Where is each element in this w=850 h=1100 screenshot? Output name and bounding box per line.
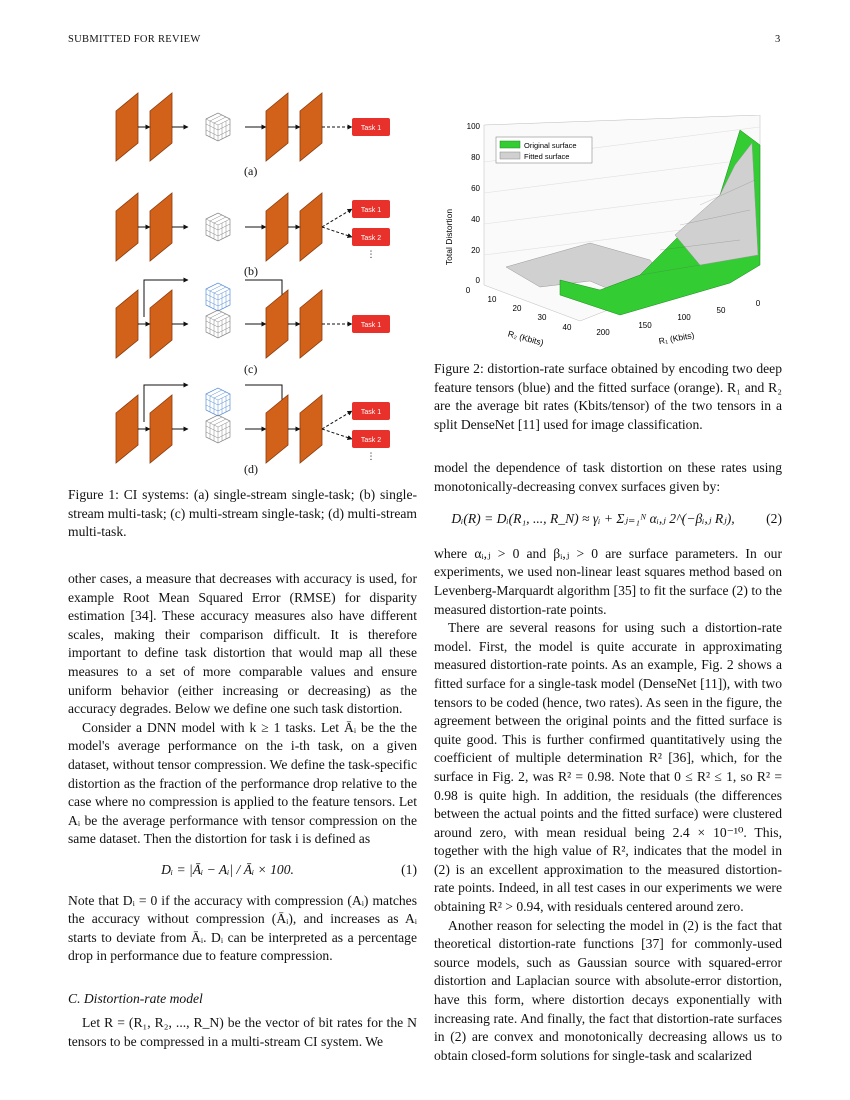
r2-tick: 30 — [537, 313, 547, 322]
right-column — [434, 459, 782, 1065]
paragraph: where αᵢ,ⱼ > 0 and βᵢ,ⱼ > 0 are surface parameters. In our experiments, we used non-linear least squares method based on Levenberg-Marquardt algorithm [35] to fit the surface (2) to the measured distortion-rate points. — [434, 545, 782, 617]
z-tick: 100 — [466, 122, 480, 131]
panel-label-c: (c) — [244, 362, 258, 376]
equation-2 — [434, 510, 782, 529]
task-label: Task 1 — [360, 207, 382, 214]
task-label: Task 1 — [360, 409, 382, 416]
r2-tick: 10 — [487, 295, 497, 304]
z-tick: 20 — [471, 246, 480, 255]
r2-axis-label: R₂ (Kbits) — [506, 328, 545, 348]
r1-tick: 200 — [596, 328, 610, 337]
task-label: Task 1 — [360, 322, 382, 329]
panel-label-a: (a) — [244, 164, 258, 178]
r2-tick: 40 — [562, 323, 572, 332]
equation-2-body: Dᵢ(R) = Dᵢ(R₁, ..., R_N) ≈ γᵢ + Σⱼ₌₁ᴺ αᵢ,ⱼ 2^(−βᵢ,ⱼ Rⱼ), — [451, 511, 735, 527]
paragraph: Note that Dᵢ = 0 if the accuracy with compression (Aᵢ) matches the accuracy without compression (Āᵢ), and increases as Aᵢ starts to deviate from Āᵢ. Dᵢ can be interpreted as a percentage drop in performance due to feature compression. — [68, 892, 417, 964]
equation-1-body: Dᵢ = |Āᵢ − Aᵢ| / Āᵢ × 100. — [161, 861, 294, 877]
paragraph: There are several reasons for using such a distortion-rate model. First, the model is quite accurate in approximating measured distortion-rate points. As an example, Fig. 2 shows a fitted surface for a single-task model (DenseNet [11]), with two tensors to be coded (hence, two rates). As seen in the figure, the agreement between the original points and the fitted surface is quite good. This is further confirmed quantitatively using the coefficient of multiple determination R² [36], which, for the surface in Fig. 2, was R² = 0.98. Note that 0 ≤ R² ≤ 1, so R² = 0.98 is quite high. In addition, the residuals (the differences between the actual points and the fitted surface) were clustered around zero, with mean residual being 2.4 × 10⁻¹⁰. This, together with the high value of R², indicates that the model in (2) is an excellent approximation to the measured distortion-rate points. Indeed, in all test cases in our experiments we were obtaining R² > 0.94, with residuals centered around zero. — [434, 620, 782, 915]
r2-tick: 20 — [512, 304, 522, 313]
subsection-heading: C. Distortion-rate model — [68, 990, 203, 1006]
page-number: 3 — [775, 34, 781, 45]
figure2-caption: Figure 2: distortion-rate surface obtained by encoding two deep feature tensors (blue) and the fitted surface (orange). R₁ and R₂ are the average bit rates (Kbits/tensor) of the two tensors in a split DenseNet [11] used for image classification. — [434, 361, 782, 432]
panel-label-d: (d) — [244, 462, 258, 476]
task-label: Task 2 — [360, 437, 382, 444]
r1-tick: 100 — [677, 313, 691, 322]
paragraph: Another reason for selecting the model in (2) is the fact that theoretical distortion-rate functions [37] for commonly-used source models, such as Gaussian source with squared-error distortion and Laplacian source with absolute-error distortion, have this form, where distortion decays exponentially with increasing rate. And finally, the fact that distortion-rate surfaces in (2) are convex and monotonically decreasing allows us to obtain closed-form solutions for single-task and scalarized — [434, 917, 782, 1063]
figure1-panel-c — [116, 280, 390, 358]
ellipsis: ⋮ — [366, 249, 376, 259]
legend-original: Original surface — [524, 141, 577, 150]
paragraph: Let R = (R₁, R₂, ..., R_N) be the vector of bit rates for the N tensors to be compressed in a multi-stream CI system. We — [68, 1015, 417, 1050]
task-label: Task 2 — [360, 235, 382, 242]
ellipsis: ⋮ — [366, 451, 376, 461]
equation-1-number: (1) — [401, 861, 417, 877]
z-tick: 80 — [471, 153, 480, 162]
legend-fitted: Fitted surface — [524, 152, 570, 161]
z-tick: 40 — [471, 215, 480, 224]
figure1-panel-b — [116, 193, 390, 261]
paragraph: other cases, a measure that decreases with accuracy is used, for example Root Mean Squared Error (RMSE) for disparity estimation [34]. These accuracy measures also have different scales, making their comparison difficult. It is therefore important to define task distortion that would map all these measures to a set of more comparable values and ensure uniform behavior (either increasing or decreasing) as the accuracy degrades. Below we define one such task distortion. — [68, 571, 417, 717]
figure1-panel-a — [116, 93, 390, 161]
r2-tick: 0 — [465, 286, 471, 295]
figure2-surface-plot — [440, 115, 780, 355]
task-label: Task 1 — [360, 125, 382, 132]
figure1-caption: Figure 1: CI systems: (a) single-stream single-task; (b) single-stream multi-task; (c) multi-stream single-task; (d) multi-stream multi-task. — [68, 487, 417, 540]
r1-tick: 50 — [716, 306, 726, 315]
r1-tick: 0 — [755, 299, 761, 308]
left-column — [68, 570, 417, 1052]
z-tick: 0 — [475, 276, 480, 285]
equation-2-number: (2) — [766, 511, 782, 527]
paragraph: model the dependence of task distortion on these rates using monotonically-decreasing convex surfaces given by: — [434, 460, 782, 494]
paragraph: Consider a DNN model with k ≥ 1 tasks. Let Āᵢ be the the model's average performance on the i-th task, on a given dataset, without tensor compression. We define the task-specific distortion as the fraction of the performance drop relative to the case where no compression is applied to the feature tensors. Let Aᵢ be the average performance with tensor compression on the same dataset. Then the distortion for task i is defined as — [68, 719, 417, 847]
r1-tick: 150 — [638, 321, 652, 330]
running-header: SUBMITTED FOR REVIEW — [68, 34, 201, 45]
figure1-panel-d — [116, 385, 390, 463]
r1-axis-label: R₁ (Kbits) — [657, 330, 696, 347]
equation-1 — [68, 861, 417, 880]
figure1-diagram — [100, 85, 440, 555]
z-axis-label: Total Distortion — [444, 208, 454, 266]
z-tick: 60 — [471, 184, 480, 193]
panel-label-b: (b) — [244, 264, 258, 278]
